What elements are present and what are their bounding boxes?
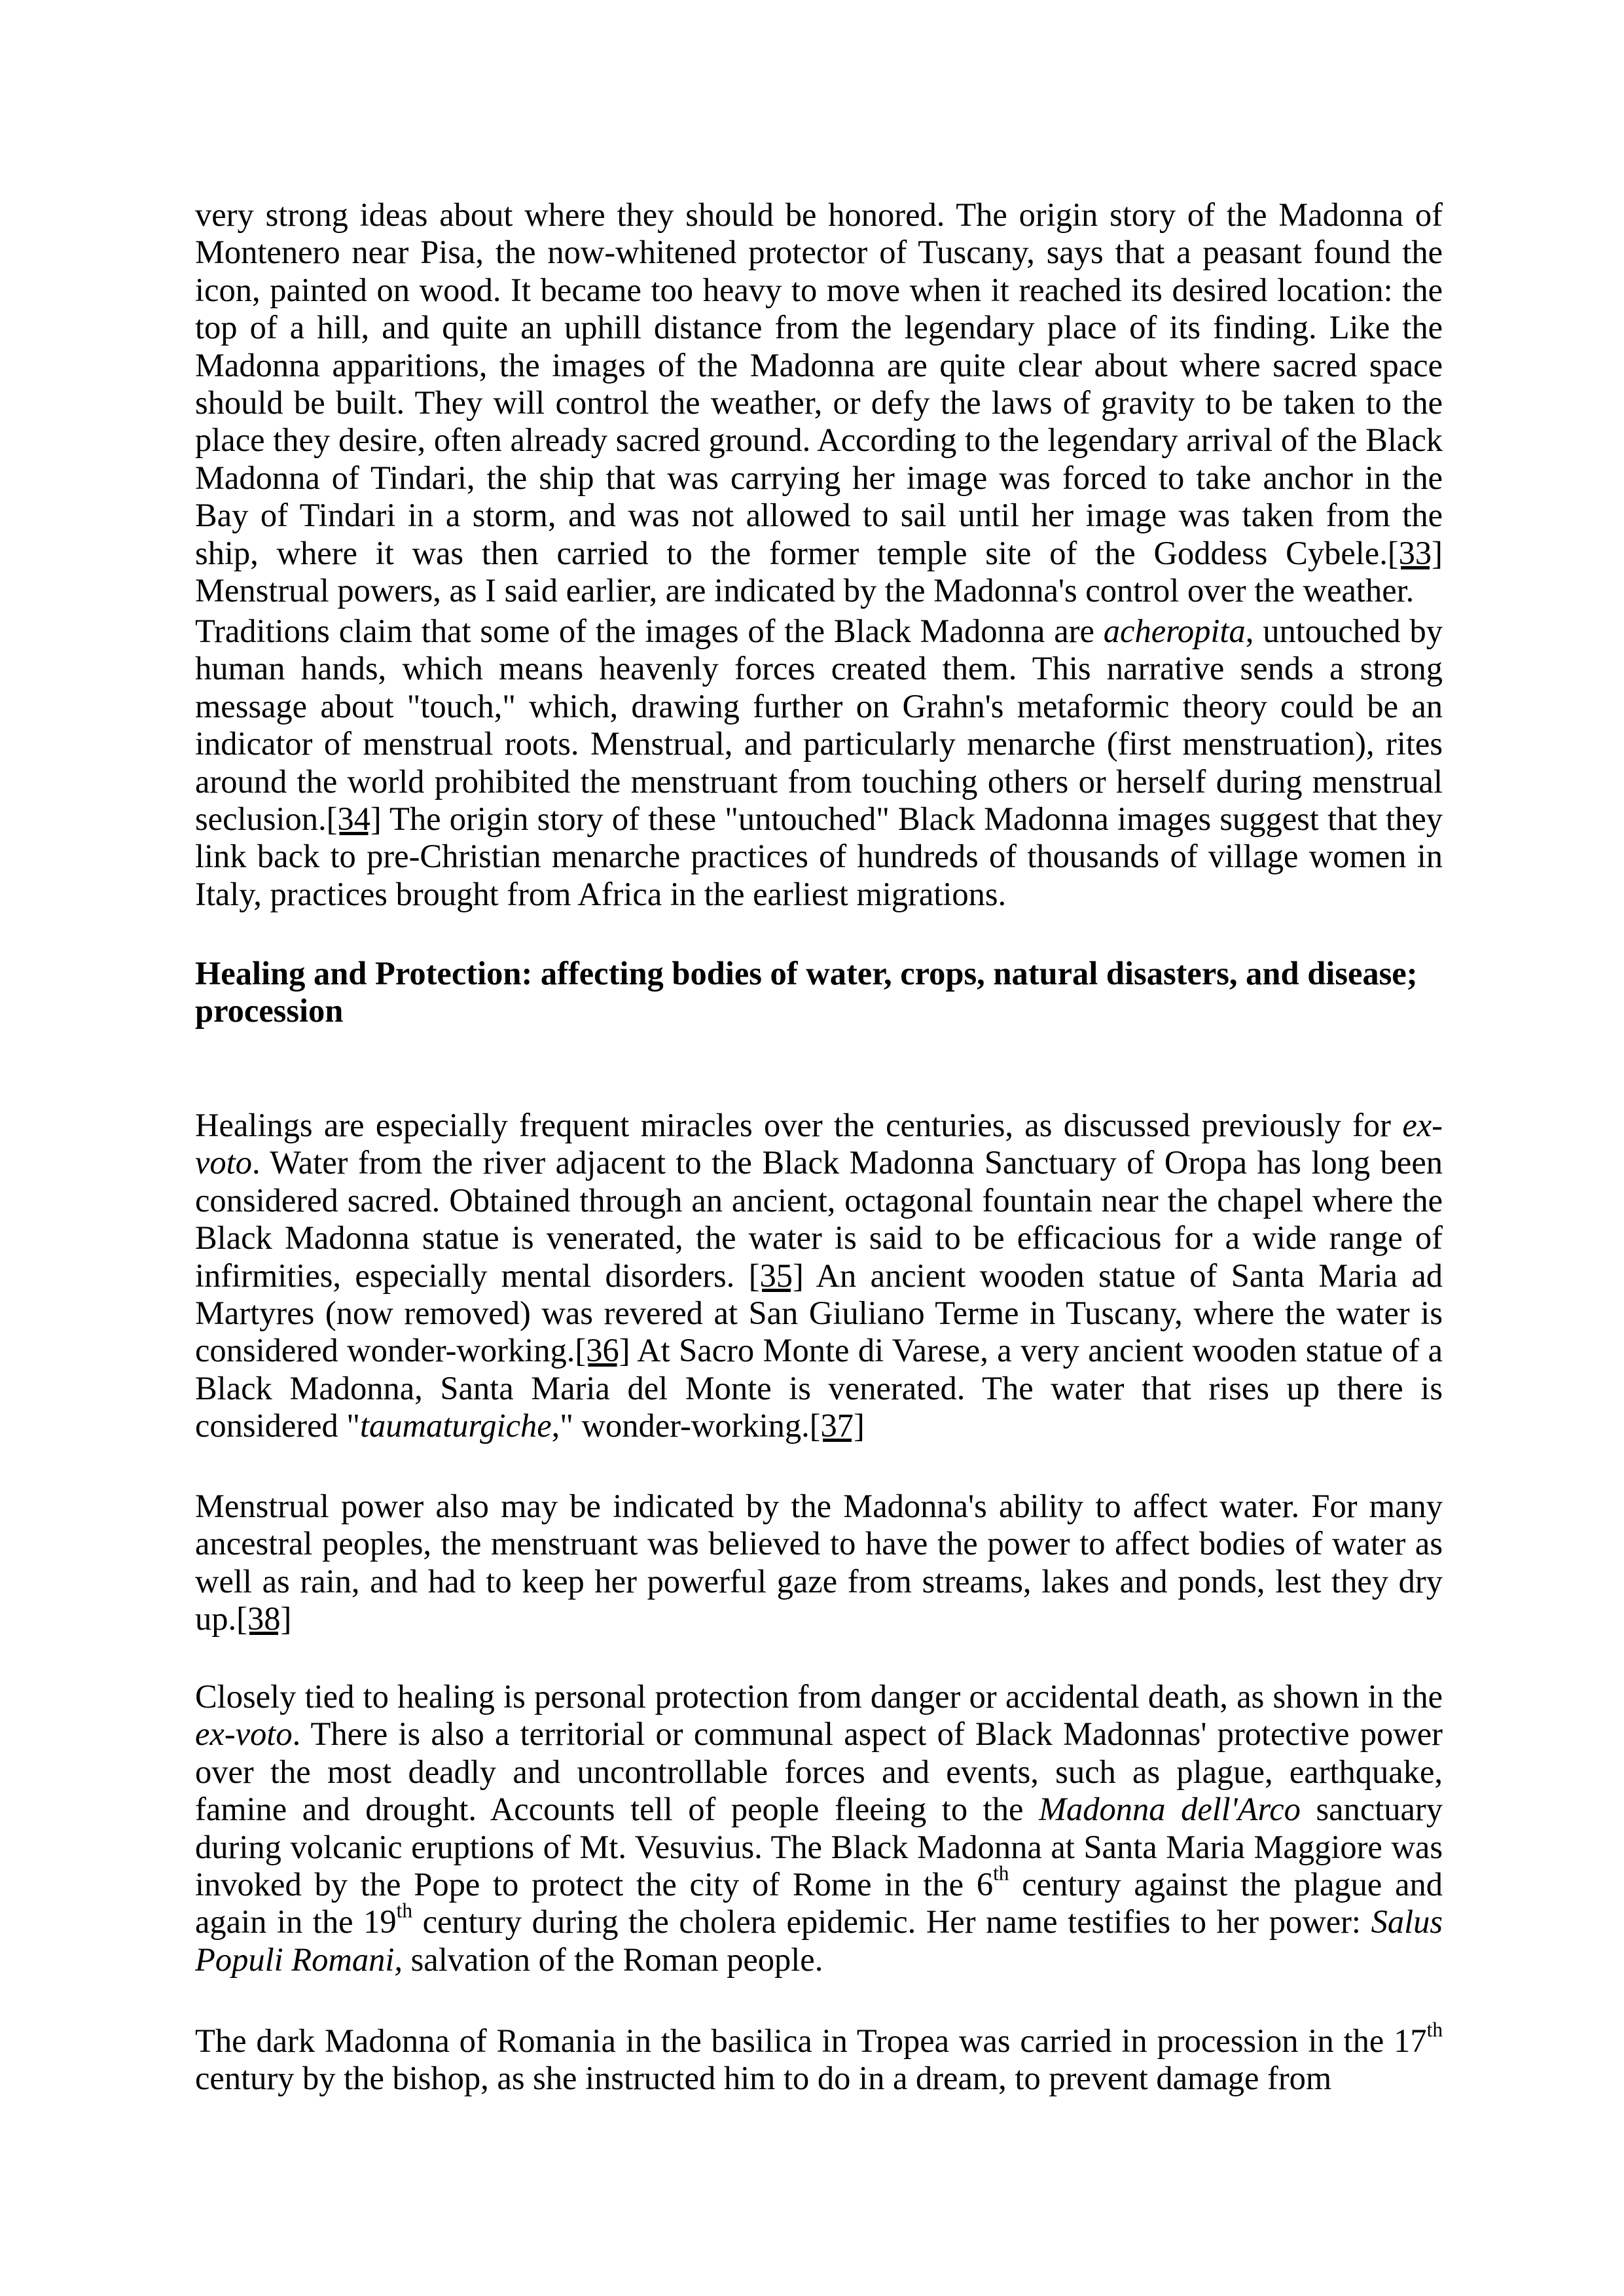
paragraph-healings (195, 1107, 1443, 1445)
body-text: The origin story of these "untouched" Black Madonna images suggest that they link back to pre-Christian menarche practices of hundreds of thousands of village women in Italy, practices brought from Africa in the earliest migrations. (195, 800, 1443, 912)
paragraph-acheropita (195, 613, 1443, 913)
body-text: Closely tied to healing is personal protection from danger or accidental death, as shown in the (195, 1678, 1443, 1715)
paragraph-origin-stories (195, 196, 1443, 609)
italic-text: ex-voto (195, 1107, 1443, 1181)
footnote-link[interactable]: [36] (575, 1332, 630, 1369)
paragraph-tropea (195, 2018, 1443, 2098)
body-text: At Sacro Monte di Varese, a very ancient wooden statue of a Black Madonna, Santa Maria del Monte is venerated. The water that rises up there is considered " (195, 1332, 1443, 1444)
ordinal-superscript: th (396, 1899, 412, 1922)
italic-text: Salus Populi Romani, (195, 1903, 1443, 1978)
body-text: ," wonder-working. (551, 1407, 810, 1444)
body-text: Traditions claim that some of the images of the Black Madonna are (195, 613, 1104, 649)
body-text: century during the cholera epidemic. Her name testifies to her power: (412, 1903, 1371, 1941)
paragraph-protection (195, 1678, 1443, 1979)
body-text: An ancient wooden statue of Santa Maria ad Martyres (now removed) was revered at San Giuliano Terme in Tuscany, where the water is considered wonder-working. (195, 1257, 1443, 1369)
footnote-link[interactable]: [35] (748, 1257, 804, 1294)
body-text: The dark Madonna of Romania in the basilica in Tropea was carried in procession in the 17 (195, 2022, 1427, 2059)
body-text: , untouched by human hands, which means heavenly forces created them. This narrative sends a strong message about "touch," which, drawing further on Grahn's metaformic theory could be an indicator of menstrual roots. Menstrual, and particularly menarche (first menstruation), rites around the world prohibited the menstruant from touching others or herself during menstrual seclusion. (195, 613, 1443, 838)
italic-text: Madonna dell'Arco (1038, 1791, 1301, 1828)
body-text: Menstrual power also may be indicated by the Madonna's ability to affect water. For many ancestral peoples, the menstruant was believed to have the power to affect bodies of water as well as rain, and had to keep her powerful gaze from streams, lakes and ponds, lest they dry up. (195, 1488, 1443, 1638)
footnote-link[interactable]: [37] (809, 1407, 865, 1444)
body-text: . Water from the river adjacent to the Black Madonna Sanctuary of Oropa has long been considered sacred. Obtained through an ancient, octagonal fountain near the chapel where the Black Madonna statue is venerated, the water is said to be efficacious for a wide range of infirmities, especially mental disorders. (195, 1144, 1443, 1294)
footnote-link[interactable]: [34] (326, 800, 382, 838)
ordinal-superscript: th (993, 1861, 1009, 1885)
italic-text: acheropita (1103, 613, 1246, 649)
footnote-link[interactable]: [33] (1387, 534, 1443, 571)
ordinal-superscript: th (1426, 2018, 1443, 2041)
italic-text: ex-voto (195, 1715, 293, 1753)
paragraph-menstrual-water (195, 1488, 1443, 1638)
body-text: century by the bishop, as she instructed him to do in a dream, to prevent damage from (195, 2060, 1332, 2097)
body-text: Menstrual powers, as I said earlier, are indicated by the Madonna's control over the weather. (195, 572, 1415, 609)
body-text: . There is also a territorial or communal aspect of Black Madonnas' protective power over the most deadly and uncontrollable forces and events, such as plague, earthquake, famine and drought. Accounts tell of people fleeing to the (195, 1715, 1443, 1828)
body-text: Healings are especially frequent miracles over the centuries, as discussed previously for (195, 1107, 1403, 1143)
body-text: sanctuary during volcanic eruptions of Mt. Vesuvius. The Black Madonna at Santa Maria Maggiore was invoked by the Pope to protect the city of Rome in the 6 (195, 1791, 1443, 1903)
heading-text: Healing and Protection: affecting bodies of water, crops, natural disasters, and disease; procession (195, 955, 1418, 1030)
body-text: very strong ideas about where they should be honored. The origin story of the Madonna of Montenero near Pisa, the now-whitened protector of Tuscany, says that a peasant found the icon, painted on wood. It became too heavy to move when it reached its desired location: the top of a hill, and quite an uphill distance from the legendary place of its finding. Like the Madonna apparitions, the images of the Madonna are quite clear about where sacred space should be built. They will control the weather, or defy the laws of gravity to be taken to the place they desire, often already sacred ground. According to the legendary arrival of the Black Madonna of Tindari, the ship that was carrying her image was forced to take anchor in the Bay of Tindari in a storm, and was not allowed to sail until her image was taken from the ship, where it was then carried to the former temple site of the Goddess Cybele. (195, 196, 1443, 571)
footnote-link[interactable]: [38] (236, 1600, 292, 1638)
italic-text: taumaturgiche (359, 1407, 552, 1444)
body-text: salvation of the Roman people. (403, 1941, 823, 1978)
body-text: century against the plague and again in the 19 (195, 1866, 1443, 1941)
section-heading (195, 955, 1443, 1030)
